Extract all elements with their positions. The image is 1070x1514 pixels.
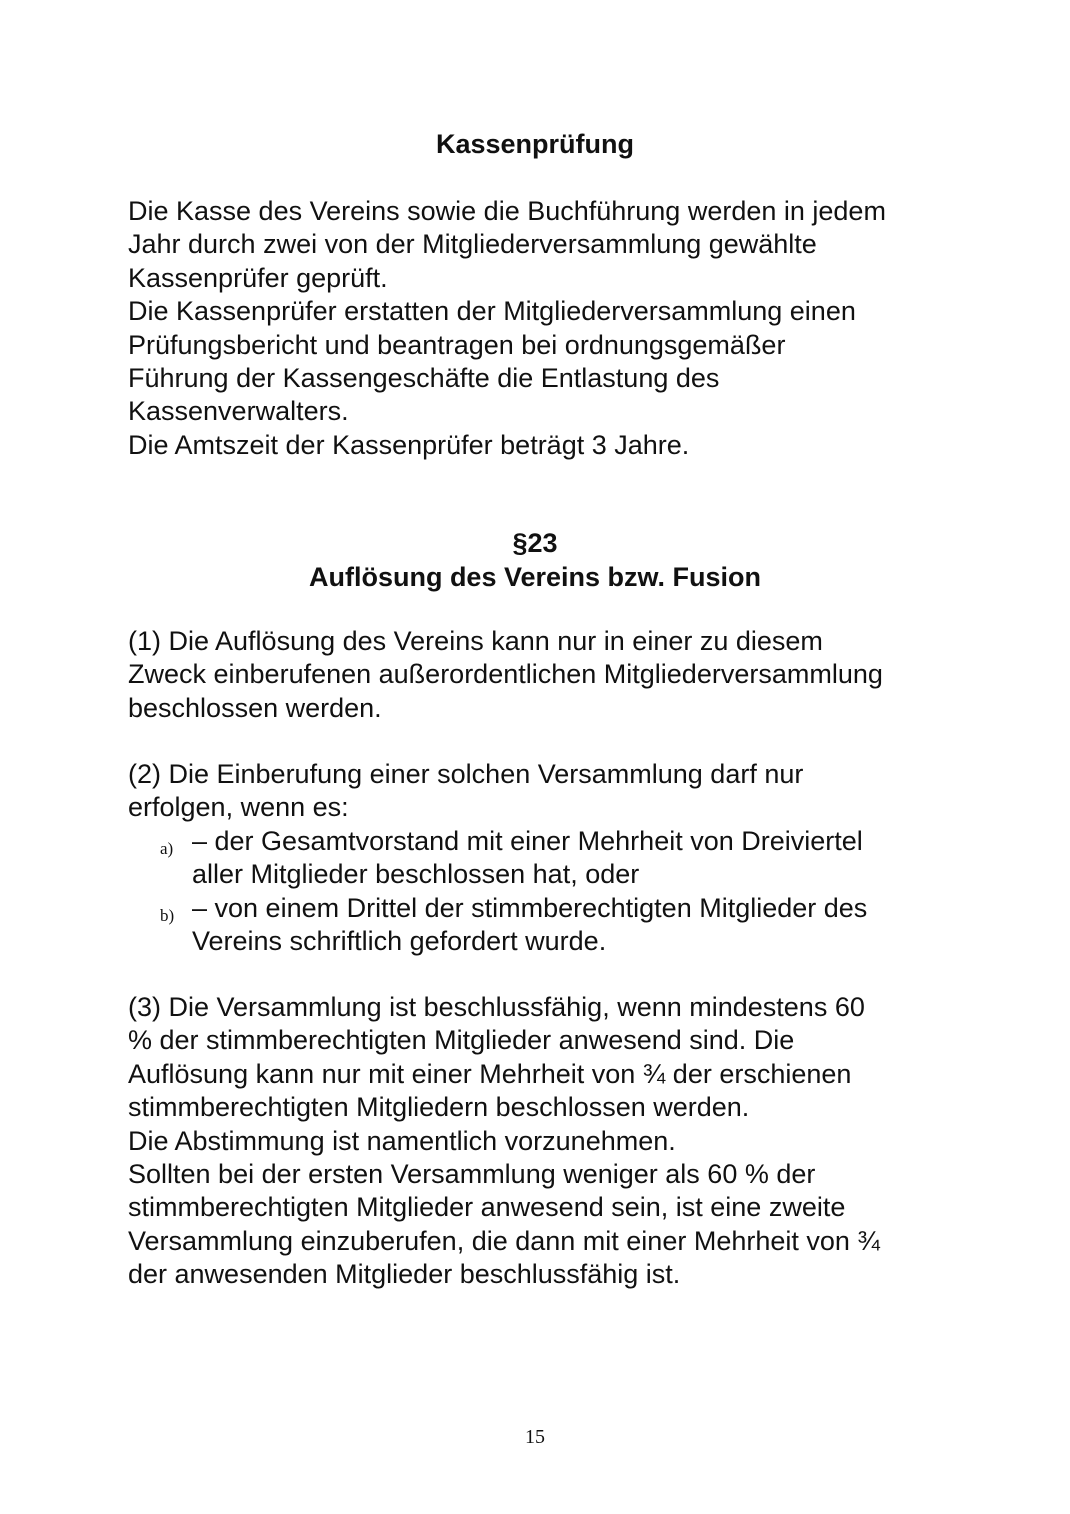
text-line: Kassenprüfer geprüft. [128, 262, 388, 293]
text-line: (2) Die Einberufung einer solchen Versammlung darf nur [128, 759, 804, 789]
list-marker: a) [160, 839, 174, 858]
text-line: Die Kasse des Vereins sowie die Buchführung werden in jedem [128, 196, 886, 226]
text-line: aller Mitglieder beschlossen hat, oder [192, 859, 640, 890]
text-line: Kassenverwalters. [128, 396, 349, 427]
text-line: % der stimmberechtigten Mitglieder anwesend sind. Die [128, 1025, 795, 1056]
page-number: 15 [525, 1426, 545, 1448]
text-line: Die Amtszeit der Kassenprüfer beträgt 3 Jahre. [128, 429, 690, 460]
text-line: Die Kassenprüfer erstatten der Mitgliederversammlung einen [128, 296, 856, 327]
text-line: stimmberechtigten Mitglieder anwesend sein, ist eine zweite [128, 1192, 846, 1223]
text-line: der anwesenden Mitglieder beschlussfähig ist. [128, 1259, 681, 1290]
text-line: Die Abstimmung ist namentlich vorzunehmen. [128, 1125, 676, 1156]
list-marker: b) [160, 906, 175, 925]
text-line: erfolgen, wenn es: [128, 792, 349, 823]
section-number: §23 [512, 528, 558, 558]
list-item-text [192, 825, 863, 892]
heading-kassenpruefung: Kassenprüfung [435, 129, 635, 159]
text-line: beschlossen werden. [128, 692, 382, 723]
text-line: Versammlung einzuberufen, die dann mit einer Mehrheit von ¾ [128, 1225, 880, 1256]
text-line: (3) Die Versammlung ist beschlussfähig, wenn mindestens 60 [128, 992, 865, 1022]
paragraph-1 [128, 625, 958, 725]
text-line: Vereins schriftlich gefordert wurde. [192, 926, 607, 957]
text-line: Sollten bei der ersten Versammlung weniger als 60 % der [128, 1159, 816, 1190]
text-line: Jahr durch zwei von der Mitgliederversammlung gewählte [128, 229, 817, 260]
paragraph-2 [128, 758, 958, 825]
kassenpruefung-paragraph [128, 195, 958, 462]
text-line: (1) Die Auflösung des Vereins kann nur in einer zu diesem [128, 626, 823, 656]
text-line: Zweck einberufenen außerordentlichen Mitgliederversammlung [128, 659, 883, 690]
text-line: Führung der Kassengeschäfte die Entlastung des [128, 363, 720, 394]
text-line: Auflösung kann nur mit einer Mehrheit von ¾ der erschienen [128, 1058, 852, 1089]
text-line: – der Gesamtvorstand mit einer Mehrheit von Dreiviertel [192, 826, 863, 856]
paragraph-3 [128, 991, 958, 1292]
text-line: – von einem Drittel der stimmberechtigten Mitglieder des [192, 893, 868, 923]
section-title: Auflösung des Vereins bzw. Fusion [308, 562, 762, 592]
text-line: stimmberechtigten Mitgliedern beschlossen werden. [128, 1092, 750, 1123]
list-item-text [192, 892, 867, 959]
text-line: Prüfungsbericht und beantragen bei ordnungsgemäßer [128, 329, 786, 360]
